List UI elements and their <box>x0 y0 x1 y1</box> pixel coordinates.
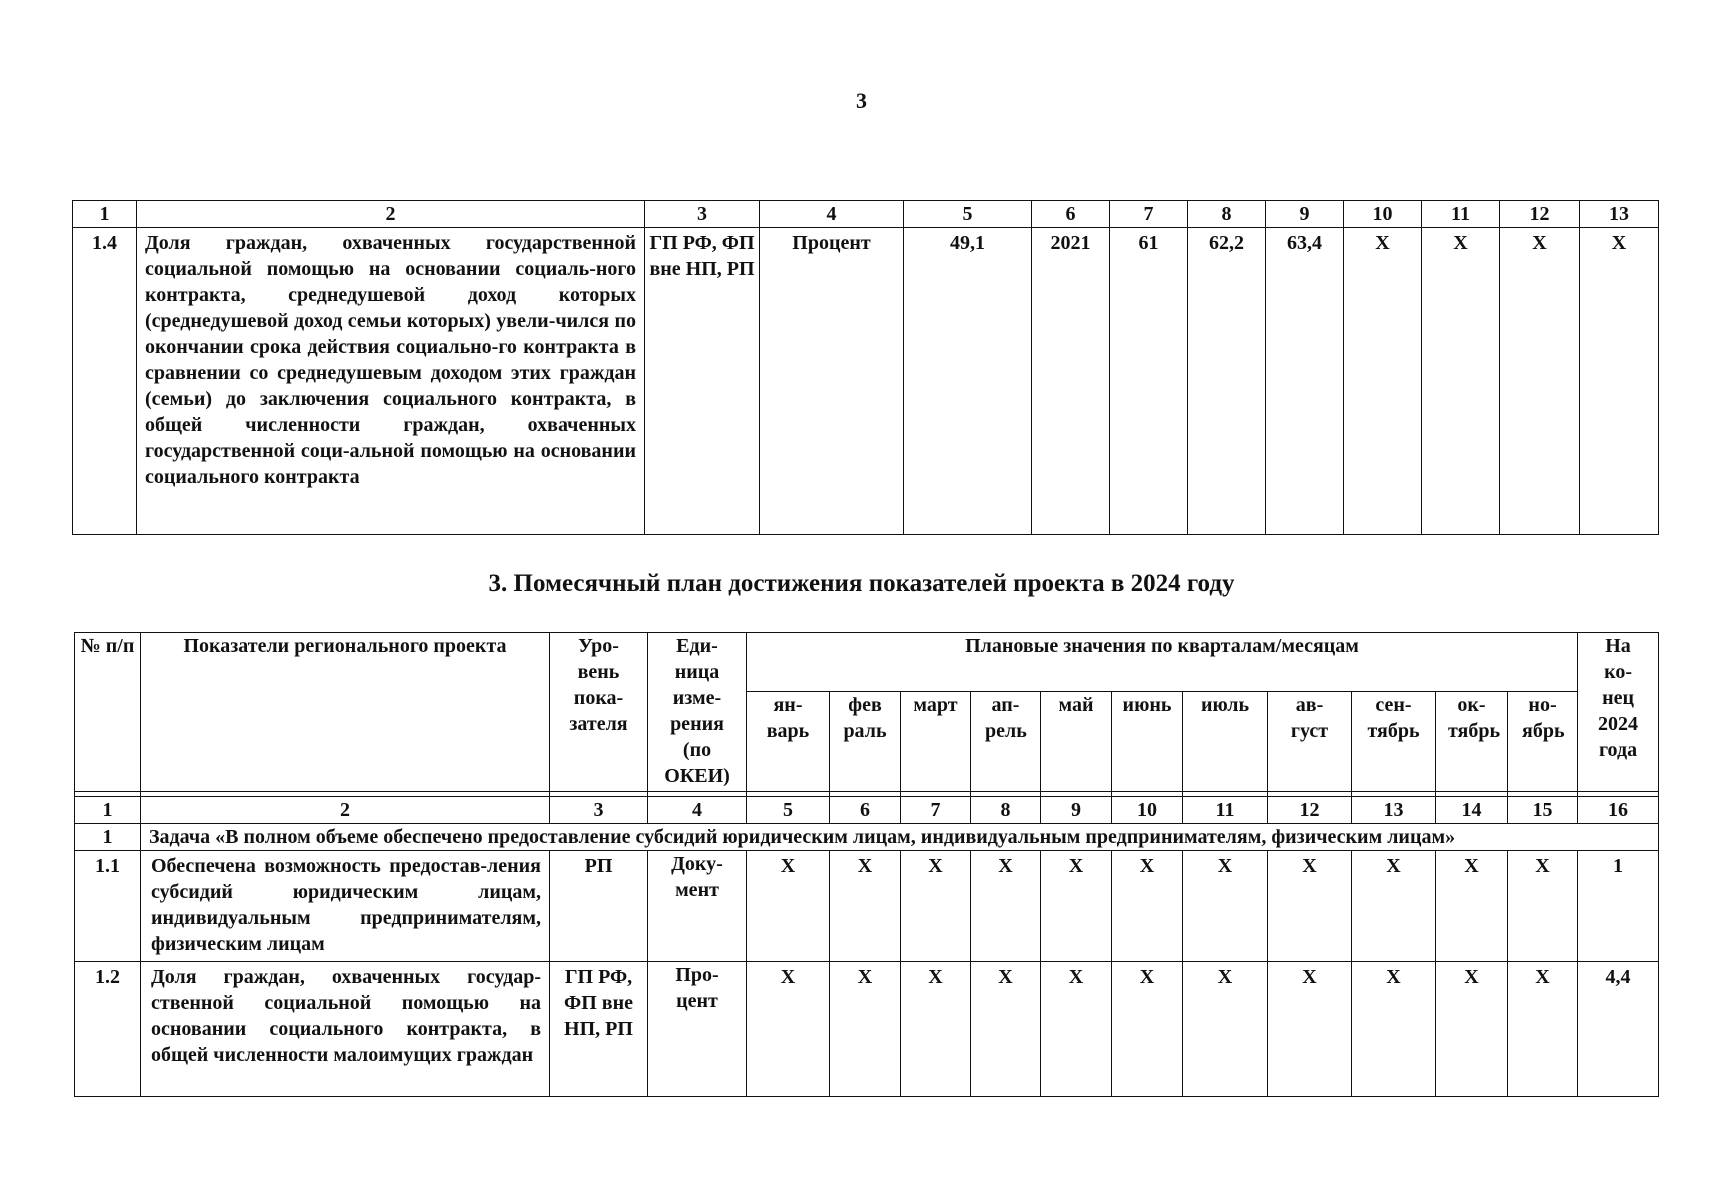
column-number: 1 <box>75 797 141 824</box>
month-value: X <box>1112 962 1183 1097</box>
column-number: 6 <box>830 797 901 824</box>
column-number-row <box>73 201 1659 228</box>
header-level: Уро-вень пока-зателя <box>550 633 648 792</box>
month-value: X <box>971 851 1041 962</box>
unit-of-measure: Доку-мент <box>648 851 747 962</box>
value-cell: X <box>1422 228 1500 535</box>
month-header: март <box>901 692 971 792</box>
header-planned-values: Плановые значения по кварталам/месяцам <box>747 633 1578 692</box>
indicator-text: Доля граждан, охваченных государственной социальной помощью на основании социаль-ного контракта, среднедушевой доход которых (среднедушевой доход семьи которых) увели-чился по окончании срока действия социально-го контракта в сравнении со среднедушевым доходом этих граждан (семьи) до заключения социального контракта, в общей численности граждан, охваченных государственной соци-альной помощью на основании социального контракта <box>137 228 645 535</box>
task-number: 1 <box>75 824 141 851</box>
column-number: 7 <box>901 797 971 824</box>
month-header: май <box>1041 692 1112 792</box>
column-number: 8 <box>971 797 1041 824</box>
column-number: 1 <box>73 201 137 228</box>
value-cell: 63,4 <box>1266 228 1344 535</box>
column-number: 10 <box>1344 201 1422 228</box>
month-header: июль <box>1183 692 1268 792</box>
header-num: № п/п <box>75 633 141 792</box>
base-year: 2021 <box>1032 228 1110 535</box>
indicator-level: ГП РФ, ФП вне НП, РП <box>645 228 760 535</box>
month-value: X <box>1268 851 1352 962</box>
month-header: ап-рель <box>971 692 1041 792</box>
column-number: 9 <box>1266 201 1344 228</box>
indicator-level: ГП РФ, ФП вне НП, РП <box>550 962 648 1097</box>
month-value: X <box>1183 851 1268 962</box>
month-value: X <box>1436 962 1508 1097</box>
value-cell: X <box>1580 228 1659 535</box>
month-value: X <box>1508 962 1578 1097</box>
month-header: фев раль <box>830 692 901 792</box>
month-header: ян-варь <box>747 692 830 792</box>
month-value: X <box>1352 962 1436 1097</box>
month-value: X <box>747 962 830 1097</box>
task-text: Задача «В полном объеме обеспечено предоставление субсидий юридическим лицам, индивидуальным предпринимателям, физическим лицам» <box>141 824 1659 851</box>
column-number: 11 <box>1422 201 1500 228</box>
month-value: X <box>1352 851 1436 962</box>
column-number: 5 <box>747 797 830 824</box>
month-value: X <box>1436 851 1508 962</box>
section-title: 3. Помесячный план достижения показателей проекта в 2024 году <box>488 570 1235 597</box>
table-row <box>75 851 1659 962</box>
indicator-text: Доля граждан, охваченных государ-ственной социальной помощью на основании социального контракта, в общей численности малоимущих граждан <box>141 962 550 1097</box>
value-cell: X <box>1500 228 1580 535</box>
month-header: ав-густ <box>1268 692 1352 792</box>
end-of-year-value: 1 <box>1578 851 1659 962</box>
column-number: 14 <box>1436 797 1508 824</box>
month-value: X <box>1112 851 1183 962</box>
unit-of-measure: Про-цент <box>648 962 747 1097</box>
month-value: X <box>1041 851 1112 962</box>
row-number: 1.1 <box>75 851 141 962</box>
column-number: 9 <box>1041 797 1112 824</box>
column-number: 5 <box>904 201 1032 228</box>
table-row <box>75 962 1659 1097</box>
table-row <box>73 228 1659 535</box>
month-value: X <box>901 851 971 962</box>
header-end-of-year: На ко-нец 2024 года <box>1578 633 1659 792</box>
month-value: X <box>901 962 971 1097</box>
column-number: 2 <box>141 797 550 824</box>
indicator-text: Обеспечена возможность предостав-ления субсидий юридическим лицам, индивидуальным предпринимателям, физическим лицам <box>141 851 550 962</box>
value-cell: X <box>1344 228 1422 535</box>
column-number: 4 <box>648 797 747 824</box>
column-number: 2 <box>137 201 645 228</box>
value-cell: 62,2 <box>1188 228 1266 535</box>
month-header: сен-тябрь <box>1352 692 1436 792</box>
header-indicator: Показатели регионального проекта <box>141 633 550 792</box>
column-number: 15 <box>1508 797 1578 824</box>
end-of-year-value: 4,4 <box>1578 962 1659 1097</box>
column-number: 7 <box>1110 201 1188 228</box>
column-number: 8 <box>1188 201 1266 228</box>
monthly-plan-table <box>74 632 1659 1097</box>
column-number: 6 <box>1032 201 1110 228</box>
task-row <box>75 824 1659 851</box>
row-number: 1.2 <box>75 962 141 1097</box>
month-value: X <box>830 962 901 1097</box>
month-header: но-ябрь <box>1508 692 1578 792</box>
month-header: ок-тябрь <box>1436 692 1508 792</box>
header-unit: Еди-ница изме-рения (по ОКЕИ) <box>648 633 747 792</box>
column-number: 12 <box>1500 201 1580 228</box>
page-number: 3 <box>856 88 867 113</box>
column-number: 11 <box>1183 797 1268 824</box>
column-number: 4 <box>760 201 904 228</box>
column-number: 12 <box>1268 797 1352 824</box>
month-value: X <box>1041 962 1112 1097</box>
month-value: X <box>1508 851 1578 962</box>
column-number: 3 <box>550 797 648 824</box>
month-value: X <box>1268 962 1352 1097</box>
month-header: июнь <box>1112 692 1183 792</box>
month-value: X <box>1183 962 1268 1097</box>
column-number: 3 <box>645 201 760 228</box>
month-value: X <box>971 962 1041 1097</box>
month-value: X <box>747 851 830 962</box>
base-value: 49,1 <box>904 228 1032 535</box>
column-number: 13 <box>1352 797 1436 824</box>
column-number-row <box>75 797 1659 824</box>
header-row <box>75 633 1659 692</box>
indicators-table-continued <box>72 200 1659 535</box>
unit-of-measure: Процент <box>760 228 904 535</box>
column-number: 13 <box>1580 201 1659 228</box>
column-number: 10 <box>1112 797 1183 824</box>
value-cell: 61 <box>1110 228 1188 535</box>
indicator-level: РП <box>550 851 648 962</box>
month-value: X <box>830 851 901 962</box>
column-number: 16 <box>1578 797 1659 824</box>
row-number: 1.4 <box>73 228 137 535</box>
